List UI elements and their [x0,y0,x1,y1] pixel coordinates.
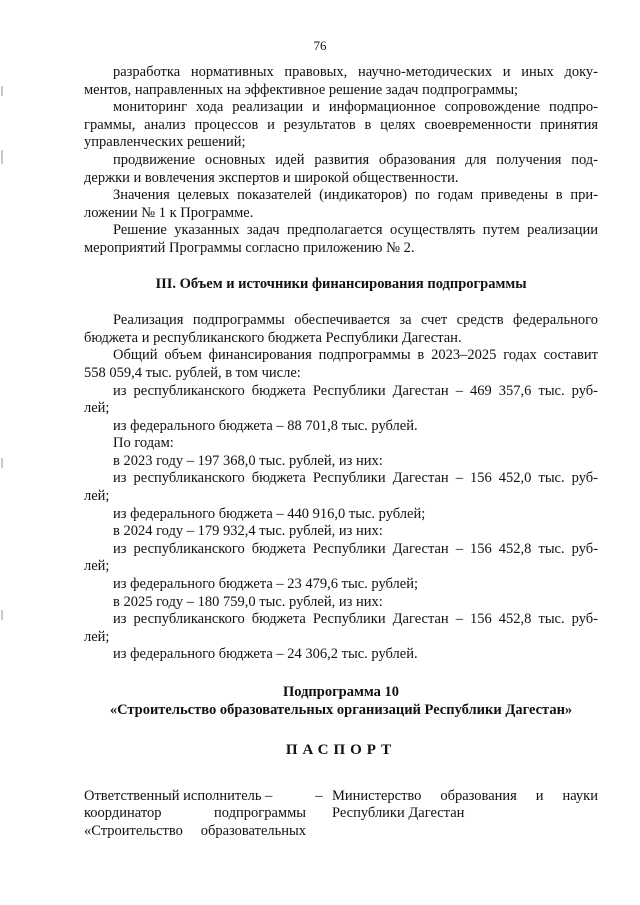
paragraph [84,470,598,505]
text-line: Значения целевых показателей (индикаторов) по годам приведены в при- [113,187,598,204]
text-line: лей; [84,400,110,417]
paragraph [84,594,598,612]
paragraph [84,523,598,541]
text-line: из федерального бюджета – 24 306,2 тыс. рублей. [113,646,418,663]
paragraph [84,312,598,347]
text-line: ментов, направленных на эффективное решение задач подпрограммы; [84,81,519,98]
text-line: лей; [84,628,110,645]
paragraph [84,347,598,382]
text-line: лей; [84,558,110,575]
paragraph [84,187,598,222]
scan-edge-mark [1,86,3,96]
text-line: из республиканского бюджета Республики Дагестан – 469 357,6 тыс. руб- [113,382,598,399]
text-line: бюджета и республиканского бюджета Республики Дагестан. [84,329,462,346]
text-line: из федерального бюджета – 440 916,0 тыс. рублей; [113,505,426,522]
text-line: По годам: [113,435,174,452]
text-line: из федерального бюджета – 88 701,8 тыс. рублей. [113,417,418,434]
page-number: 76 [313,38,327,53]
paragraph [84,383,598,418]
text-line: из республиканского бюджета Республики Дагестан – 156 452,8 тыс. руб- [113,540,598,557]
text-line: Общий объем финансирования подпрограммы в 2023–2025 годах составит [113,347,598,364]
paragraph [84,222,598,257]
paragraph [84,576,598,594]
text-line: держки и вовлечения экспертов и широкой общественности. [84,169,459,186]
text-line: разработка нормативных правовых, научно-методических и иных доку- [113,64,598,80]
paragraph [84,646,598,664]
paragraph [84,453,598,471]
paragraph [84,611,598,646]
scan-edge-mark [1,458,3,468]
text-line: продвижение основных идей развития образования для получения под- [113,151,598,168]
text-line: «Строительство образовательных [84,822,306,839]
passport-row [84,788,598,841]
paragraph [84,506,598,524]
text-line: лей; [84,488,110,505]
passport-row-label [84,788,306,841]
scan-edge-mark [1,610,3,620]
text-line: управленческих решений; [84,134,246,151]
text-line: из республиканского бюджета Республики Дагестан – 156 452,8 тыс. руб- [113,611,598,628]
passport-row-value [332,788,598,841]
paragraph [84,435,598,453]
text-line: из республиканского бюджета Республики Дагестан – 156 452,0 тыс. руб- [113,470,598,487]
passport-row-dash: – [315,787,323,804]
text-line: ложении № 1 к Программе. [84,204,254,221]
subprogram-number: Подпрограмма 10 [282,684,400,700]
section-heading: III. Объем и источники финансирования подпрограммы [155,275,527,292]
subprogram-title: «Строительство образовательных организаций Республики Дагестан» [109,701,573,718]
paragraph [84,99,598,152]
text-line: мероприятий Программы согласно приложению № 2. [84,239,415,256]
text-line: в 2023 году – 197 368,0 тыс. рублей, из них: [113,452,383,469]
text-line: 558 059,4 тыс. рублей, в том числе: [84,364,301,381]
passport-title: ПАСПОРТ [285,742,397,759]
text-line: Ответственный исполнитель – [84,787,273,804]
text-line: координатор подпрограммы [84,805,306,822]
text-line: Решение указанных задач предполагается осуществлять путем реализации [113,222,598,239]
text-line: граммы, анализ процессов и результатов в целях своевременности принятия [84,116,598,133]
paragraph [84,418,598,436]
document-body [84,64,598,841]
paragraph [84,541,598,576]
paragraph [84,152,598,187]
paragraph [84,64,598,99]
text-line: Министерство образования и науки [332,787,598,804]
text-line: в 2025 году – 180 759,0 тыс. рублей, из них: [113,593,383,610]
text-line: Республики Дагестан [332,805,465,822]
text-line: из федерального бюджета – 23 479,6 тыс. рублей; [113,576,418,593]
scan-edge-mark [1,150,3,164]
text-line: мониторинг хода реализации и информационное сопровождение подпро- [113,99,598,116]
text-line: в 2024 году – 179 932,4 тыс. рублей, из них: [113,523,383,540]
text-line: Реализация подпрограммы обеспечивается за счет средств федерального [113,312,598,329]
